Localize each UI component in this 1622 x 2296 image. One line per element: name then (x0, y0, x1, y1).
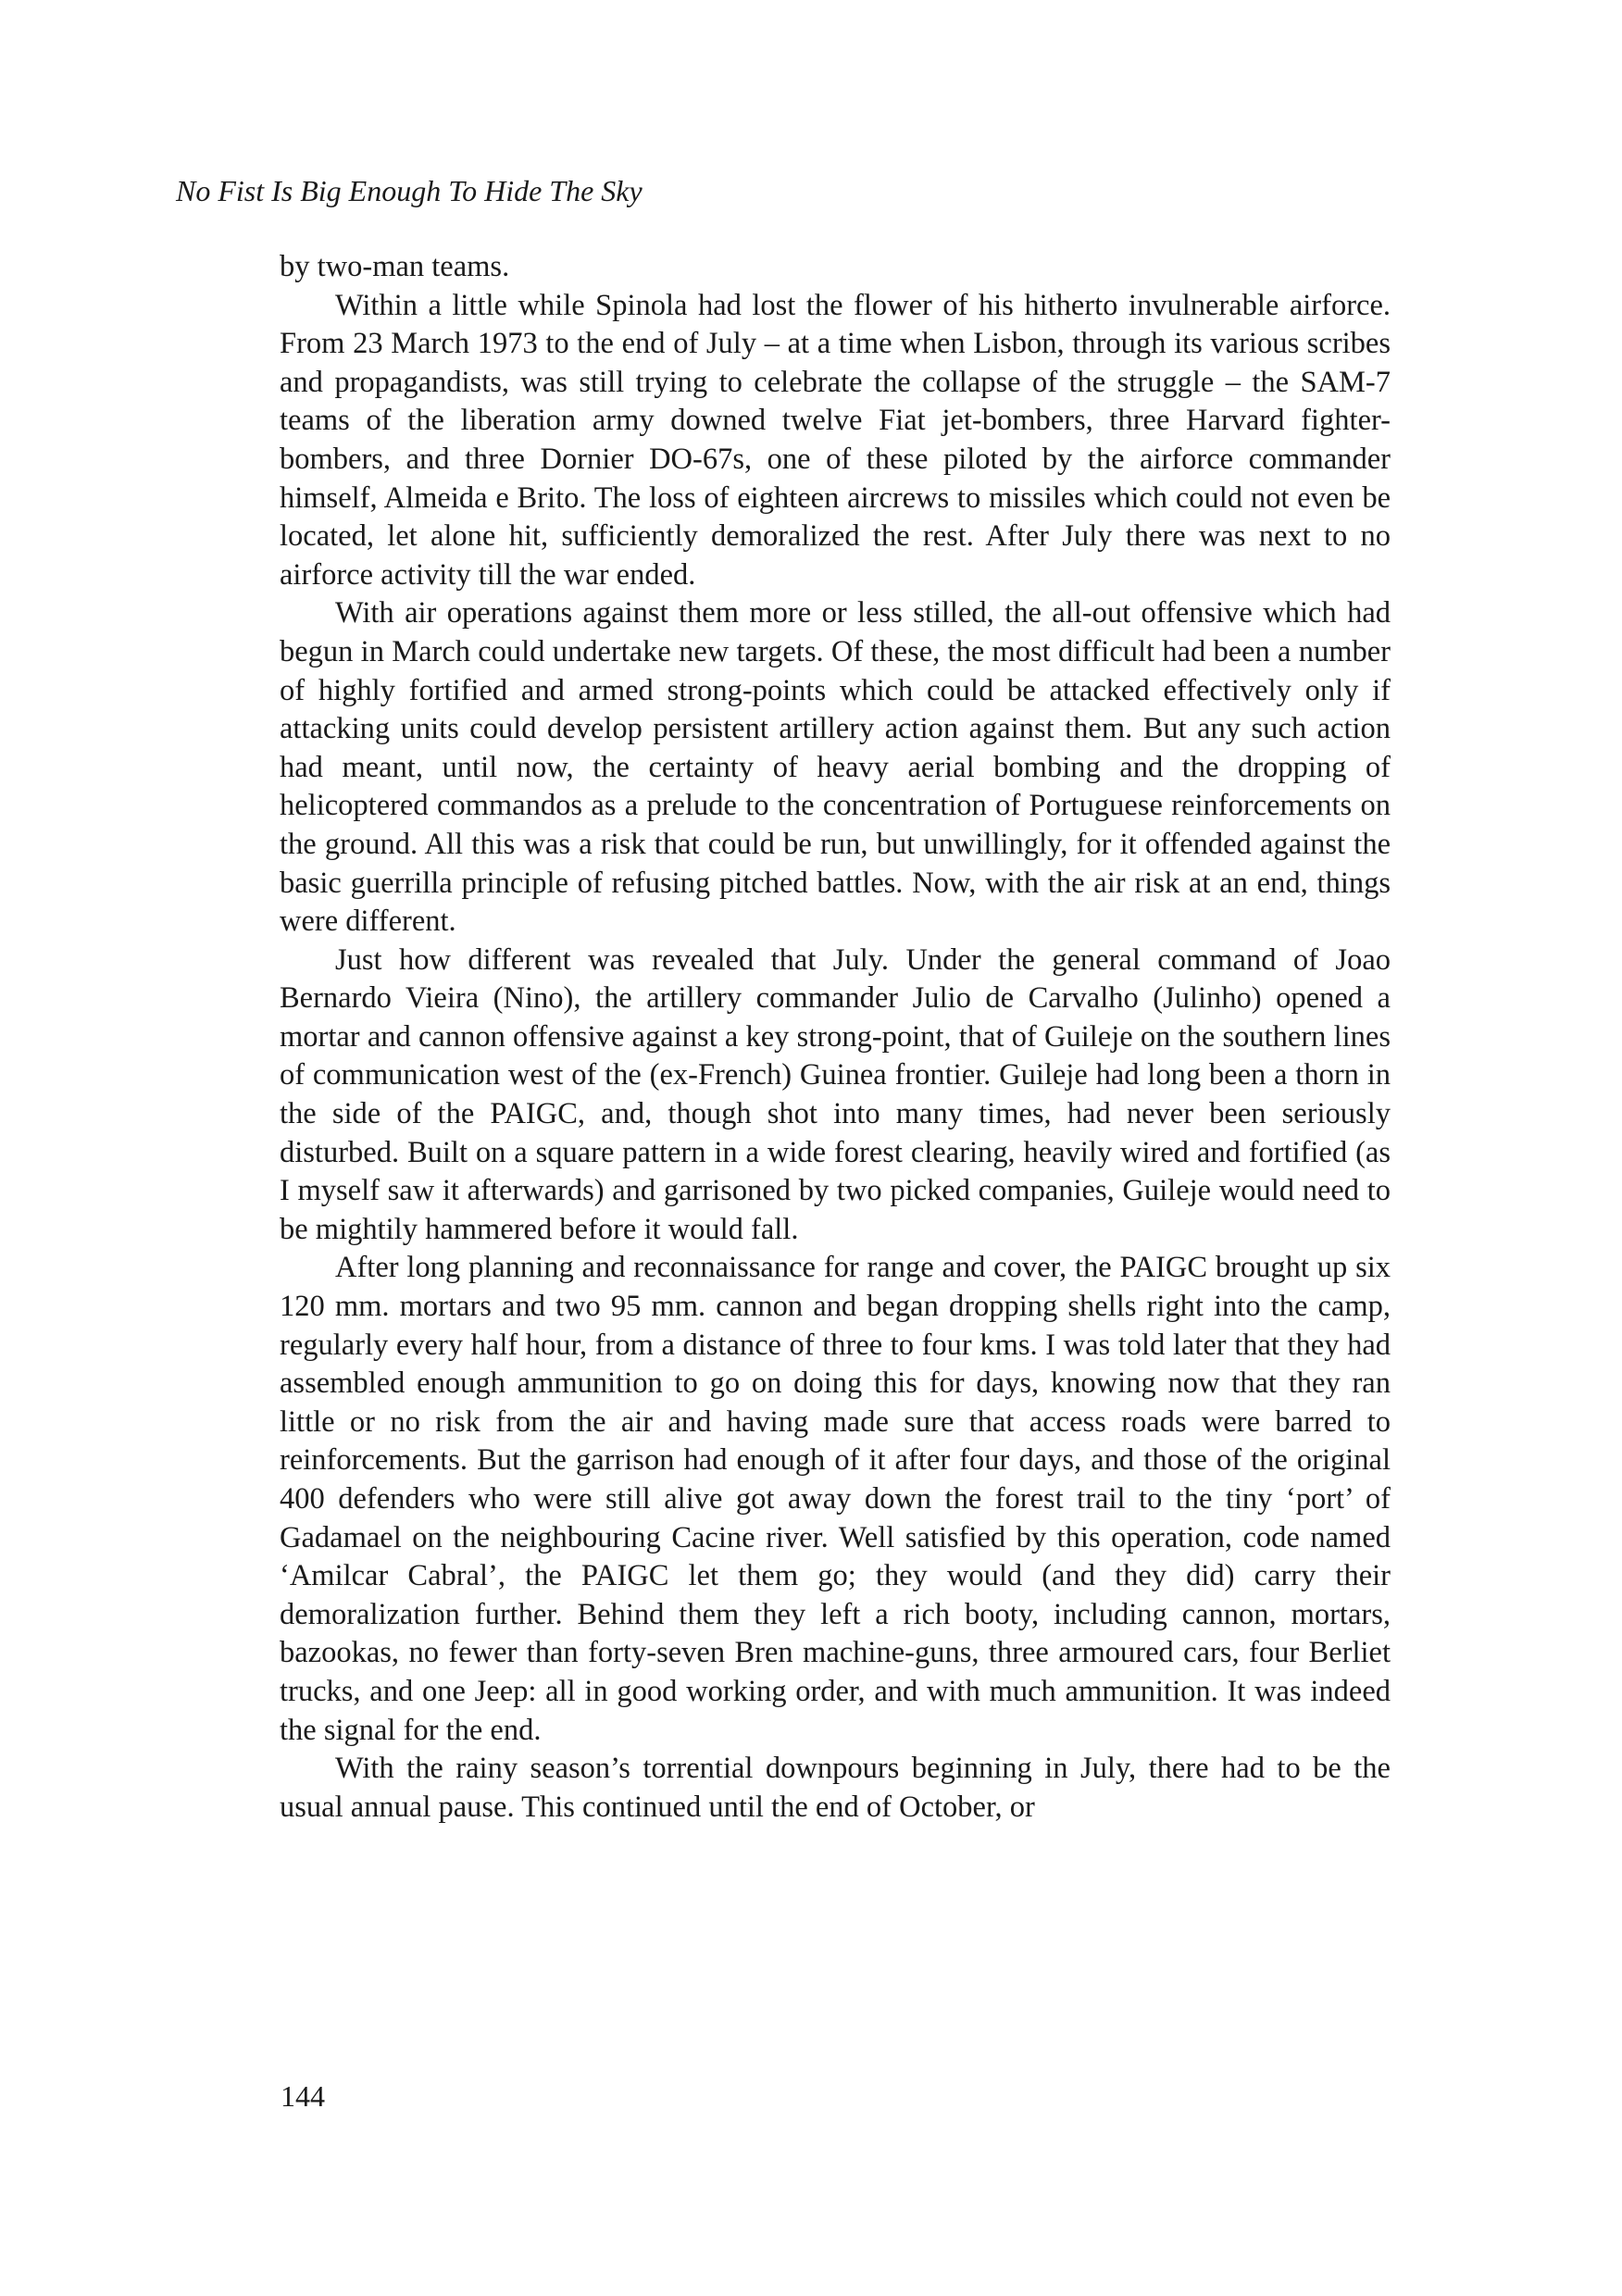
paragraph: by two-man teams. (280, 250, 510, 283)
body-text (280, 248, 1391, 1827)
running-head: No Fist Is Big Enough To Hide The Sky (176, 174, 643, 207)
paragraph: Within a little while Spinola had lost the flower of his hitherto invulnerable airforce. From 23 March 1973 to the end of July – at a time when Lisbon, through its various scribes and propagandists, was still trying to celebrate the collapse of the struggle – the SAM-7 teams of the liberation army downed twelve Fiat jet-bombers, three Harvard fighter-bombers, and three Dornier DO-67s, one of these piloted by the airforce commander himself, Almeida e Brito. The loss of eighteen aircrews to missiles which could not even be located, let alone hit, sufficiently demoralized the rest. After July there was next to no airforce activity till the war ended. (280, 288, 1391, 592)
paragraph: After long planning and reconnaissance for range and cover, the PAIGC brought up six 120 mm. mortars and two 95 mm. cannon and began dropping shells right into the camp, regularly every half hour, from a distance of three to four kms. I was told later that they had assembled enough ammunition to go on doing this for days, knowing now that they ran little or no risk from the air and having made sure that access roads were barred to reinforcements. But the garrison had enough of it after four days, and those of the original 400 defenders who were still alive got away down the forest trail to the tiny ‘port’ of Gadamael on the neighbouring Cacine river. Well satisfied by this operation, code named ‘Amilcar Cabral’, the PAIGC let them go; they would (and they did) carry their demoralization further. Behind them they left a rich booty, including cannon, mortars, bazookas, no fewer than forty-seven Bren machine-guns, three armoured cars, four Berliet trucks, and one Jeep: all in good working order, and with much ammunition. It was indeed the signal for the end. (280, 1251, 1391, 1747)
paragraph: Just how different was revealed that July. Under the general command of Joao Bernardo Vieira (Nino), the artillery commander Julio de Carvalho (Julinho) opened a mortar and cannon offensive against a key strong-point, that of Guileje on the southern lines of communication west of the (ex-French) Guinea frontier. Guileje had long been a thorn in the side of the PAIGC, and, though shot into many times, had never been seriously disturbed. Built on a square pattern in a wide forest clearing, heavily wired and fortified (as I myself saw it afterwards) and garrisoned by two picked companies, Guileje would need to be mightily hammered before it would fall. (280, 942, 1391, 1246)
paragraph: With the rainy season’s torrential downpours beginning in July, there had to be the usual annual pause. This continued until the end of October, or (280, 1752, 1391, 1824)
page-number: 144 (281, 2079, 325, 2113)
paragraph: With air operations against them more or less stilled, the all-out offensive which had begun in March could undertake new targets. Of these, the most difficult had been a number of highly fortified and armed strong-points which could be attacked effectively only if attacking units could develop persistent artillery action against them. But any such action had meant, until now, the certainty of heavy aerial bombing and the dropping of helicoptered commandos as a prelude to the concentration of Portuguese reinforcements on the ground. All this was a risk that could be run, but unwillingly, for it offended against the basic guerrilla principle of refusing pitched battles. Now, with the air risk at an end, things were different. (280, 596, 1391, 939)
